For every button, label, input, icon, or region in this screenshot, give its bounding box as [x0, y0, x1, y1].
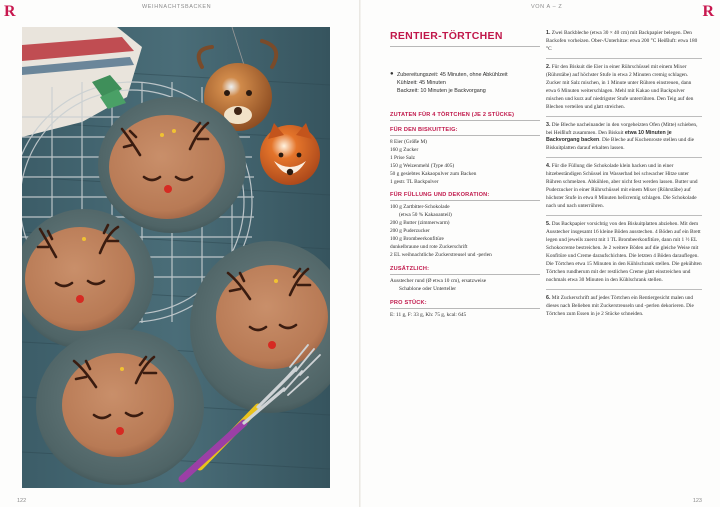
timing-block [390, 71, 540, 95]
ingredient-line: (etwa 50 % Kakaoanteil) [399, 212, 452, 219]
page-number-left: 122 [17, 498, 27, 504]
step-6 [546, 295, 702, 323]
biscuit-heading: FÜR DEN BISKUITTEIG: [390, 127, 540, 136]
step-number: 4. [546, 163, 551, 170]
ingredient-line: 200 g Puderzucker [390, 228, 430, 235]
step-number: 1. [546, 30, 551, 36]
ingredient-line: 1 Prise Salz [390, 154, 416, 161]
recipe-column [390, 30, 540, 320]
step-5 [546, 221, 702, 290]
filling-heading: FÜR FÜLLUNG UND DEKORATION: [390, 192, 540, 201]
nutrition-heading: PRO STÜCK: [390, 300, 540, 309]
steps-column [546, 30, 702, 328]
step-1 [546, 30, 702, 59]
nutrition-values: E: 11 g, F: 33 g, Kh: 75 g, kcal: 645 [390, 311, 467, 318]
running-head-right: VON A – Z [531, 4, 563, 10]
step-text: Für die Füllung die Schokolade klein hacken und in einer hitzebeständigen Schüssel im Wasserbad bei schwacher Hitze unter Rühren schmelzen. Abkühlen, aber nicht fest werden lassen. Butter und Puderzucker in einer Rührschüssel mit einem Mixer (Rührstäbe) auf höchster Stufe in etwa 8 Minuten hellcremig schlagen. Die Schokolade nach und nach unterrühren. [546, 163, 698, 210]
page-gutter [359, 0, 361, 507]
ingredient-line: 8 Eier (Größe M) [390, 139, 427, 145]
recipe-photo [22, 27, 330, 488]
running-head-left: WEIHNACHTSBACKEN [142, 4, 212, 10]
ingredient-line: 160 g Zucker [390, 146, 419, 153]
bake-time: Backzeit: 10 Minuten je Backvorgang [397, 88, 486, 94]
step-text: . Die Bleche auf Kuchenroste stellen und die Biskuitplatten darauf erkalten lassen. [546, 137, 695, 152]
ingredient-line: 150 g Weizenmehl (Type 405) [390, 162, 455, 169]
step-number: 3. [546, 121, 551, 128]
ingredient-line: 2 EL weihnachtliche Zuckerstreusel und -perlen [390, 251, 492, 258]
step-text: Das Backpapier vorsichtig von den Biskuitplatten abziehen. Mit dem Ausstecher insgesamt 16 kleine Böden ausstechen. 4 Böden auf ein Brett legen und jeweils zuerst mit 1 TL Brombeerkonfitüre, dann mit 1 ½ EL Schokocreme bestreichen. Je 2 weitere Böden auf die gleiche Weise mit Konfitüre und Creme daraufschichten. Die letzten 4 Böden darauflegen. Die Törtchen etwa 15 Minuten in den Kühlschrank stellen. Die gekühlten Törtchen rundherum mit der restlichen Creme glatt einstreichen und nochmals etwa 30 Minuten in den Kühlschrank stellen. [546, 221, 702, 283]
step-text: Zwei Backbleche (etwa 30 × 40 cm) mit Backpapier belegen. Den Backofen vorheizen. Ober-/Unterhitze: etwa 200 °C Heißluft: etwa 180 °C [546, 30, 698, 52]
brand-logo-right: R [702, 3, 714, 20]
step-number: 5. [546, 221, 551, 228]
step-text: Für den Biskuit die Eier in einer Rührschüssel mit einem Mixer (Rührstäbe) auf höchster Stufe in etwa 2 Minuten cremig schlagen. Zucker mit Salz mischen, in 1 Minute unter Rühren einstreuen, dann etwa 6 Minuten weiterschlagen. Mehl mit Kakao und Backpulver mischen und kurz auf niedrigster Stufe unterrühren. Den Teig auf den Blechen verteilen und glatt streichen. [546, 63, 694, 110]
extra-line: Ausstecher rund (Ø etwa 10 cm), ersatzweise [390, 277, 487, 284]
step-text-bold: etwa 10 Minuten je Backvorgang backen [546, 129, 672, 144]
extra-line: Schablone oder Unterteller [399, 285, 457, 292]
ingredient-line: 50 g gesiebtes Kakaopulver zum Backen [390, 170, 477, 177]
brand-logo-left: R [4, 3, 16, 20]
step-4 [546, 163, 702, 216]
ingredient-line: 200 g Butter (zimmerwarm) [390, 220, 450, 227]
page-number-right: 123 [692, 498, 702, 504]
ingredient-line: dunkelbraune und rote Zuckerschrift [390, 243, 468, 250]
prep-time: Zubereitungszeit: 45 Minuten, ohne Abkühlzeit [397, 72, 508, 78]
step-number: 2. [546, 63, 551, 70]
recipe-title: RENTIER-TÖRTCHEN [390, 30, 540, 47]
step-text: Die Bleche nacheinander in den vorgeheizten Ofen (Mitte) schieben, bei Heißluft zusammen. Den Biskuit [546, 121, 698, 136]
ingredient-line: 100 g Zartbitter-Schokolade [390, 204, 450, 211]
clock-bullet-icon: ● [390, 71, 394, 77]
cool-time: Kühlzeit: 45 Minuten [397, 80, 446, 86]
servings-heading: ZUTATEN FÜR 4 TÖRTCHEN (JE 2 STÜCKE) [390, 112, 540, 121]
step-2 [546, 64, 702, 117]
ingredient-line: 1 gestr. TL Backpulver [390, 178, 439, 185]
extra-heading: ZUSÄTZLICH: [390, 266, 540, 275]
step-3 [546, 122, 702, 159]
ingredient-line: 100 g Brombeerkonfitüre [390, 236, 444, 243]
step-number: 6. [546, 294, 551, 301]
step-text: Mit Zuckerschrift auf jedes Törtchen ein Rentiergesicht malen und dieses nach Belieben mit Zuckerstreuseln und -perlen dekorieren. Die Törtchen zum Essen in je 2 Stücke schneiden. [546, 294, 694, 317]
